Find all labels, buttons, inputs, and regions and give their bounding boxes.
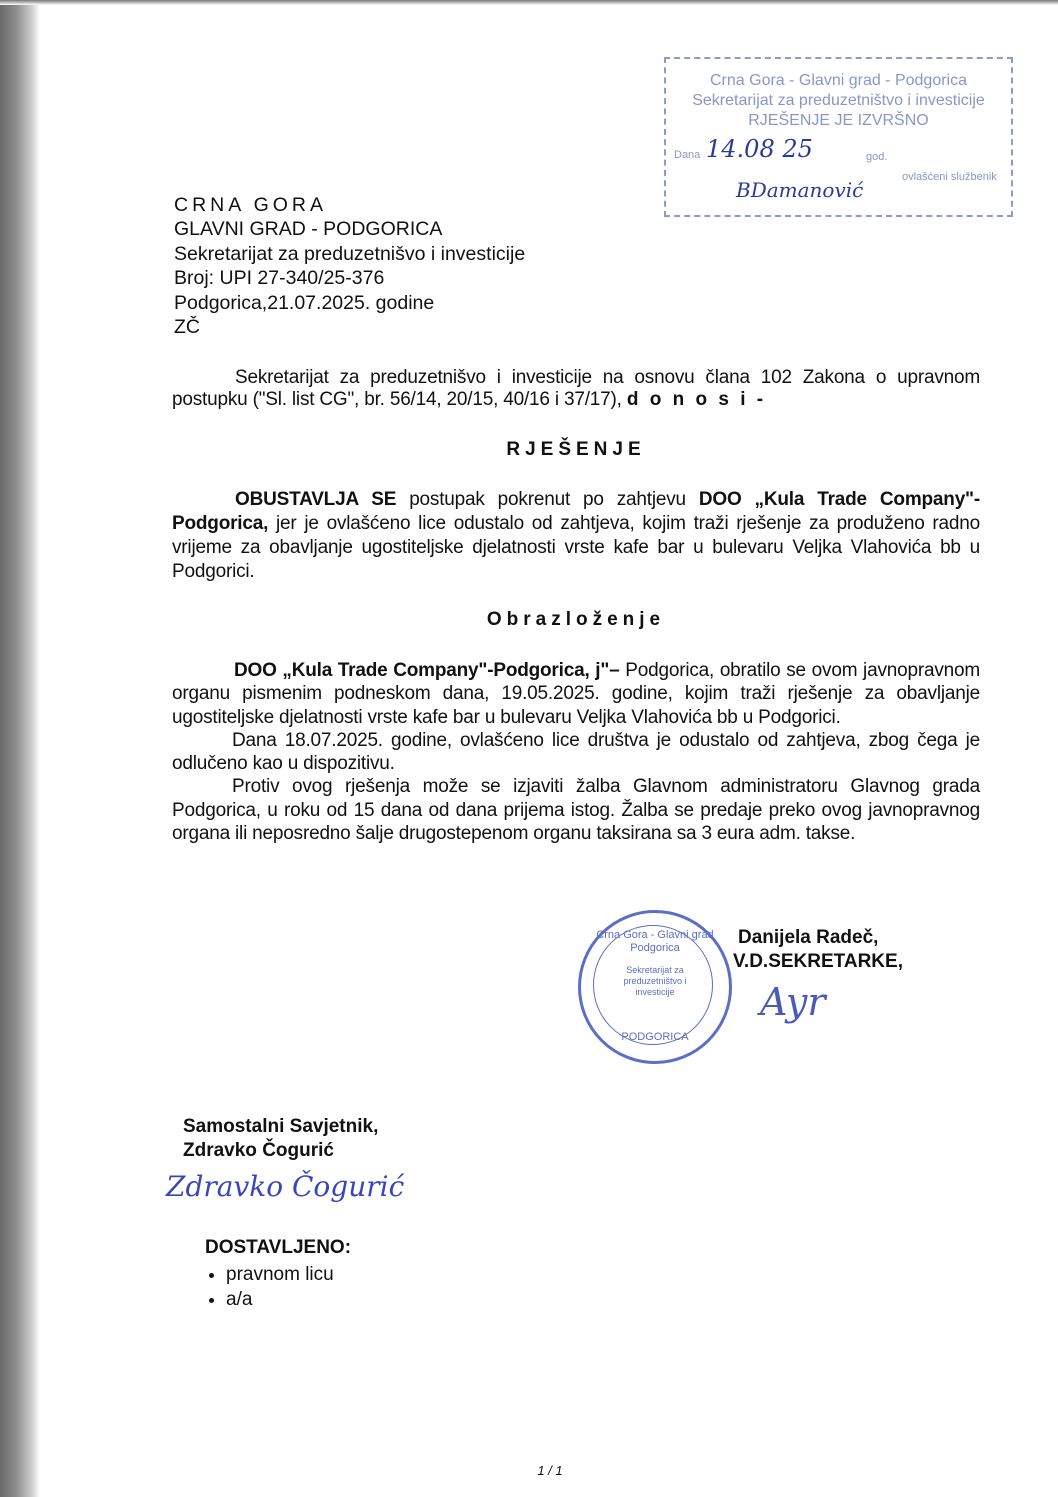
executive-stamp [664,57,1013,217]
intro-donosi: d o n o s i - [626,389,767,410]
reasoning-title: Obrazloženje [486,609,666,630]
advisor-block [183,1115,378,1163]
delivered-item: • pravnom licu [226,1262,334,1287]
signatory-name: Danijela Radeč, [738,927,879,948]
reasoning-section [172,659,980,845]
stamp-line-1: Crna Gora - Glavni grad - Podgorica [710,72,967,89]
header-number: Broj: UPI 27-340/25-376 [174,267,385,290]
page-number: 1 / 1 [537,1463,563,1478]
delivered-list [174,1262,334,1312]
decision-bold-1: OBUSTAVLJA SE [235,489,397,510]
reasoning-text-1: Podgorica, obratilo se ovom javnopravnom organu pismenim podneskom dana, 19.05.2025. godine, kojim traži rješenje za obavljanje ugostiteljske djelatnosti vrste kafe bar u bulevaru Veljka Vlahovića bb u Podgorici. [172,660,980,728]
decision-text-1: postupak pokrenut po zahtjevu [396,489,699,510]
decision-title: RJEŠENJE [506,439,646,460]
advisor-signature: Zdravko Čogurić [166,1170,405,1203]
seal-outer-text: Crna Gora - Glavni grad Podgorica [596,929,714,954]
signatory-title: V.D.SEKRETARKE, [733,951,903,972]
seal-bottom-text: PODGORICA [621,1031,689,1043]
header-city: GLAVNI GRAD - PODGORICA [174,218,443,241]
header-country: CRNA GORA [174,194,328,216]
reasoning-paragraph-2: Dana 18.07.2025. godine, ovlašćeno lice društva je odustalo od zahtjeva, zbog čega je odlučeno kao u dispozitivu. [172,729,980,775]
scan-edge-shadow [0,0,40,1497]
delivered-label: DOSTAVLJENO: [205,1237,352,1258]
seal-inner-text: Sekretarijat za preduzetništvo i investicije [623,965,687,997]
round-official-seal [578,910,732,1064]
reasoning-company: DOO „Kula Trade Company"-Podgorica, j"– [234,660,620,681]
signatory-signature: Ayr [760,980,826,1024]
signatory-block [733,926,903,974]
document-header [174,193,525,339]
delivered-item: • a/a [226,1287,334,1312]
decision-text-2: jer je ovlašćeno lice odustalo od zahtjeva, kojim traži rješenje za produženo radno vrijeme za obavljanje ugostiteljske djelatnosti vrste kafe bar u bulevaru Veljka Vlahovića bb u Podgorici. [172,513,980,582]
reasoning-paragraph-1 [172,659,980,729]
stamp-line-2: Sekretarijat za preduzetništvo i investicije [692,92,985,109]
header-office: Sekretarijat za preduzetnišvo i investicije [174,242,526,265]
intro-text: Sekretarijat za preduzetnišvo i investicije na osnovu člana 102 Zakona o upravnom postupku ("Sl. list CG", br. 56/14, 20/15, 40/16 i 37/17), [172,367,980,410]
stamp-signature: BDamanović [736,178,864,202]
stamp-official-label: ovlašćeni službenik [902,171,997,183]
advisor-name: Zdravko Čogurić [183,1140,334,1161]
scan-top-edge [0,0,1058,5]
advisor-title: Samostalni Savjetnik, [183,1116,379,1137]
header-place-date: Podgorica,21.07.2025. godine [174,291,435,314]
intro-paragraph [172,367,980,411]
stamp-god-label: god. [866,151,888,163]
stamp-line-3: RJEŠENJE JE IZVRŠNO [748,112,929,129]
stamp-date-value: 14.08 25 [706,135,813,163]
reasoning-paragraph-3: Protiv ovog rješenja može se izjaviti žalba Glavnom administratoru Glavnog grada Podgorica, u roku od 15 dana od dana prijema istog. Žalba se predaje preko ovog javnopravnog organa ili neposredno šalje drugostepenom organu taksirana sa 3 eura adm. takse. [172,776,980,845]
decision-company: DOO „Kula Trade Company"-Podgorica, [172,489,980,534]
stamp-date-label: Dana [674,149,701,161]
header-initials: ZČ [174,316,200,339]
decision-paragraph [172,488,980,584]
